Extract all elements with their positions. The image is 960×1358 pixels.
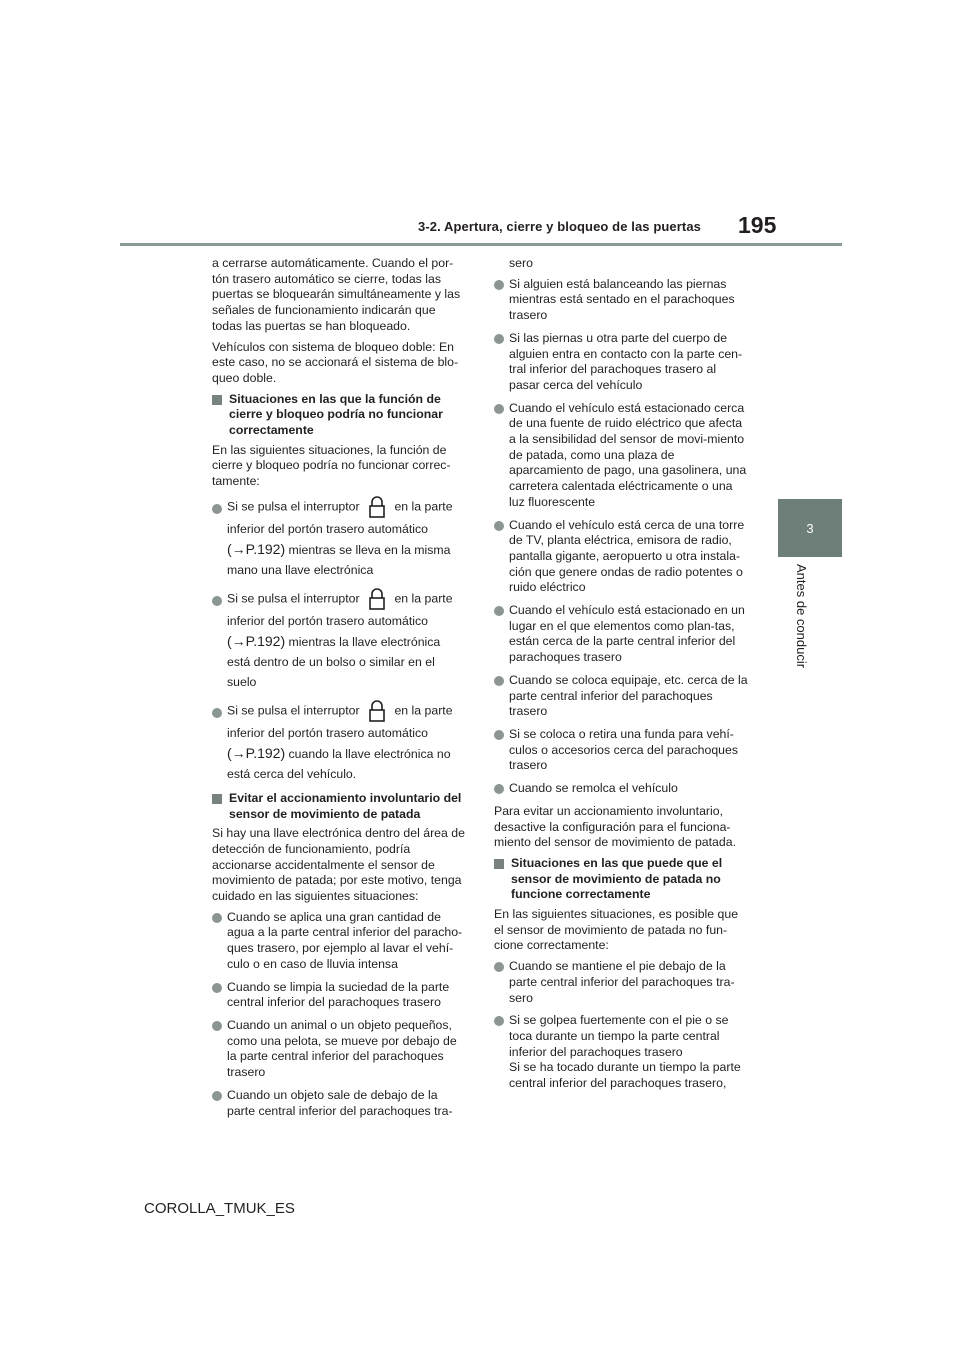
tailgate-switch-icon <box>365 587 389 611</box>
paragraph: sero <box>509 256 533 270</box>
left-column <box>212 256 466 1126</box>
header-rule <box>120 243 842 246</box>
list-item: Cuando se mantiene el pie debajo de la parte central inferior del parachoques tra-sero <box>494 959 748 1006</box>
list-item: Cuando un animal o un objeto pequeños, como una pelota, se mueve por debajo de la parte central inferior del parachoques trasero <box>212 1018 466 1081</box>
list-item: Cuando se coloca equipaje, etc. cerca de la parte central inferior del parachoques trasero <box>494 673 748 720</box>
tailgate-switch-icon <box>365 495 389 519</box>
list-item: Si se golpea fuertemente con el pie o se toca durante un tiempo la parte central inferior del parachoques trasero Si se ha tocado durante un tiempo la parte central inferior del parachoques trasero, <box>494 1013 748 1092</box>
list-item: Cuando se aplica una gran cantidad de agua a la parte central inferior del paracho-ques trasero, por ejemplo al lavar el vehí-culo o en caso de lluvia intensa <box>212 910 466 973</box>
list-item: Si alguien está balanceando las piernas mientras está sentado en el parachoques trasero <box>494 277 748 324</box>
circle-bullet-icon <box>494 334 504 344</box>
circle-bullet-icon <box>212 504 222 514</box>
right-column <box>494 256 748 1099</box>
page-number: 195 <box>738 212 777 238</box>
list-item: Si se pulsa el interruptor en la parte inferior del portón trasero automático (→P.192) cuando la llave electrónica no está cerca del vehículo. <box>212 699 466 784</box>
circle-bullet-icon <box>494 730 504 740</box>
list-item: Cuando se limpia la suciedad de la parte central inferior del parachoques trasero <box>212 980 466 1011</box>
circle-bullet-icon <box>494 404 504 414</box>
circle-bullet-icon <box>494 962 504 972</box>
circle-bullet-icon <box>494 676 504 686</box>
list-item: Cuando un objeto sale de debajo de la parte central inferior del parachoques tra- <box>212 1088 466 1119</box>
circle-bullet-icon <box>212 1091 222 1101</box>
circle-bullet-icon <box>494 1016 504 1026</box>
subheading: Situaciones en las que la función de cierre y bloqueo podría no funcionar correctamente <box>212 392 466 439</box>
circle-bullet-icon <box>212 708 222 718</box>
paragraph: Si hay una llave electrónica dentro del área de detección de funcionamiento, podría accionarse accidentalmente el sensor de movimiento de patada; por este motivo, tenga cuidado en las siguientes situaciones: <box>212 826 465 904</box>
paragraph: Vehículos con sistema de bloqueo doble: En este caso, no se accionará el sistema de blo-queo doble. <box>212 339 459 385</box>
list-item: Si se pulsa el interruptor en la parte inferior del portón trasero automático (→P.192) mientras se lleva en la misma mano una llave electrónica <box>212 495 466 580</box>
list-item: Cuando el vehículo está cerca de una torre de TV, planta eléctrica, emisora de radio, pantalla gigante, aeropuerto u otra instala-ción que genere ondas de radio potentes o ruido eléctrico <box>494 518 748 597</box>
paragraph: a cerrarse automáticamente. Cuando el por-tón trasero automático se cierre, todas las puertas se bloquearán simultáneamente y las señales de funcionamiento indicarán que todas las puertas se han bloqueado. <box>212 256 461 333</box>
circle-bullet-icon <box>212 1021 222 1031</box>
list-item: Cuando se remolca el vehículo <box>494 781 748 797</box>
list-item: Cuando el vehículo está estacionado en un lugar en el que elementos como plan-tas, están cerca de la parte central inferior del parachoques trasero <box>494 603 748 666</box>
circle-bullet-icon <box>494 784 504 794</box>
list-item: Si se coloca o retira una funda para vehí-culos o accesorios cerca del parachoques trasero <box>494 727 748 774</box>
circle-bullet-icon <box>212 596 222 606</box>
document-footer: COROLLA_TMUK_ES <box>144 1200 295 1217</box>
circle-bullet-icon <box>494 521 504 531</box>
chapter-side-title: Antes de conducir <box>794 564 809 669</box>
paragraph: En las siguientes situaciones, es posible que el sensor de movimiento de patada no fun-cione correctamente: <box>494 907 739 953</box>
circle-bullet-icon <box>494 280 504 290</box>
paragraph: En las siguientes situaciones, la función de cierre y bloqueo podría no funcionar correc-tamente: <box>212 442 451 489</box>
subheading: Evitar el accionamiento involuntario del sensor de movimiento de patada <box>212 791 466 822</box>
square-bullet-icon <box>494 859 504 869</box>
circle-bullet-icon <box>212 983 222 993</box>
chapter-number: 3 <box>806 520 814 536</box>
square-bullet-icon <box>212 395 222 405</box>
tailgate-switch-icon <box>365 699 389 723</box>
list-item: Si se pulsa el interruptor en la parte inferior del portón trasero automático (→P.192) mientras la llave electrónica está dentro de un bolso o similar en el suelo <box>212 587 466 692</box>
chapter-tab <box>778 499 842 557</box>
paragraph: Para evitar un accionamiento involuntario, desactive la configuración para el funciona-miento del sensor de movimiento de patada. <box>494 803 736 850</box>
list-item: Cuando el vehículo está estacionado cerca de una fuente de ruido eléctrico que afecta a la sensibilidad del sensor de movi-miento de patada, como una plaza de aparcamiento de pago, una gasolinera, una carretera calentada eléctricamente o una luz fluorescente <box>494 401 748 511</box>
subheading: Situaciones en las que puede que el sensor de movimiento de patada no funcione correctamente <box>494 856 748 903</box>
square-bullet-icon <box>212 794 222 804</box>
circle-bullet-icon <box>212 913 222 923</box>
circle-bullet-icon <box>494 606 504 616</box>
list-item: Si las piernas u otra parte del cuerpo de alguien entra en contacto con la parte cen-tral inferior del parachoques trasero al pasar cerca del vehículo <box>494 331 748 394</box>
section-title: 3-2. Apertura, cierre y bloqueo de las puertas <box>418 219 701 234</box>
